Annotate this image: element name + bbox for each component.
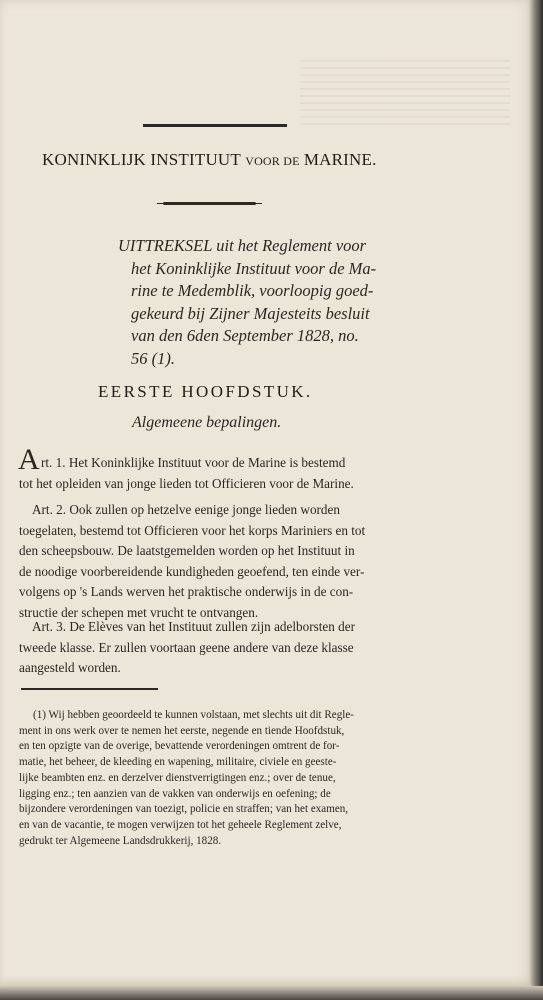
page-edge-bottom [0, 986, 543, 1000]
footnote-line: ment in ons werk over te nemen het eerste, negende en tiende Hoofdstuk, [19, 724, 345, 737]
footnote [19, 708, 419, 849]
article-line: den scheepsbouw. De laatstgemelden worden op het Instituut in [19, 543, 355, 559]
article-line: de noodige voorbereidende kundigheden geoefend, ten einde ver- [19, 563, 365, 579]
footnote-line: en ten opzigte van de overige, bevattende verordeningen omtrent de for- [19, 740, 340, 753]
article-2 [19, 500, 415, 624]
article-line: rt. 1. Het Koninklijke Instituut voor de Marine is bestemd [41, 455, 346, 470]
document-title [42, 150, 502, 170]
bleed-through-texture [300, 60, 510, 130]
extract-line: gekeurd bij Zijner Majesteits besluit [131, 303, 370, 323]
extract-line: UITTREKSEL uit het Reglement voor [118, 236, 367, 255]
footnote-line: matie, het beheer, de kleeding en wapening, militaire, civiele en geeste- [19, 756, 337, 769]
article-line: Art. 3. De Elèves van het Instituut zullen zijn adelborsten der [32, 619, 355, 634]
chapter-heading: EERSTE HOOFDSTUK. [98, 382, 313, 401]
title-part-3: MARINE. [303, 150, 377, 169]
page-edge-right [529, 0, 543, 1000]
article-line: toegelaten, bestemd tot Officieren voor het korps Mariniers en tot [19, 522, 366, 538]
footnote-separator [21, 688, 158, 690]
article-line: structie der schepen met vrucht te ontvangen. [19, 604, 259, 620]
article-line: aangesteld worden. [19, 660, 121, 676]
footnote-line: (1) Wij hebben geoordeeld te kunnen volstaan, met slechts uit dit Regle- [33, 709, 354, 721]
footnote-line: ligging enz.; ten aanzien van de vakken van onderwijs en oefening; de [19, 787, 331, 800]
article-1 [18, 443, 415, 494]
ornamental-rule [157, 201, 262, 206]
article-3 [19, 617, 415, 679]
article-line: tot het opleiden van jonge lieden tot Officieren voor de Marine. [19, 475, 354, 491]
top-rule [143, 124, 287, 127]
title-part-1: KONINKLIJK INSTITUUT [42, 150, 241, 169]
extract-line: het Koninklijke Instituut voor de Ma- [131, 258, 377, 278]
extract-line: rine te Medemblik, voorloopig goed- [131, 281, 374, 300]
article-line: volgens op 's Lands werven het praktische onderwijs in de con- [19, 584, 354, 600]
extract-paragraph [118, 235, 508, 370]
footnote-line: en van de vacantie, te mogen verwijzen tot het geheele Reglement zelve, [19, 818, 342, 831]
footnote-line: gedrukt ter Algemeene Landsdrukkerij, 1828. [19, 834, 222, 847]
drop-cap: A [18, 443, 40, 476]
extract-line: van den 6den September 1828, no. [131, 326, 359, 345]
ornamental-rule-thick [163, 202, 256, 205]
footnote-line: bijzondere verordeningen van toezigt, policie en straffen; van het examen, [19, 803, 349, 816]
extract-line: 56 (1). [131, 348, 175, 368]
title-part-2: VOOR DE [245, 154, 300, 168]
section-heading: Algemeene bepalingen. [132, 414, 282, 431]
footnote-line: lijke beambten enz. en derzelver dienstverrigtingen enz.; over de tenue, [19, 771, 336, 784]
article-line: Art. 2. Ook zullen op hetzelve eenige jonge lieden worden [32, 502, 340, 517]
article-line: tweede klasse. Er zullen voortaan geene andere van deze klasse [19, 639, 354, 655]
